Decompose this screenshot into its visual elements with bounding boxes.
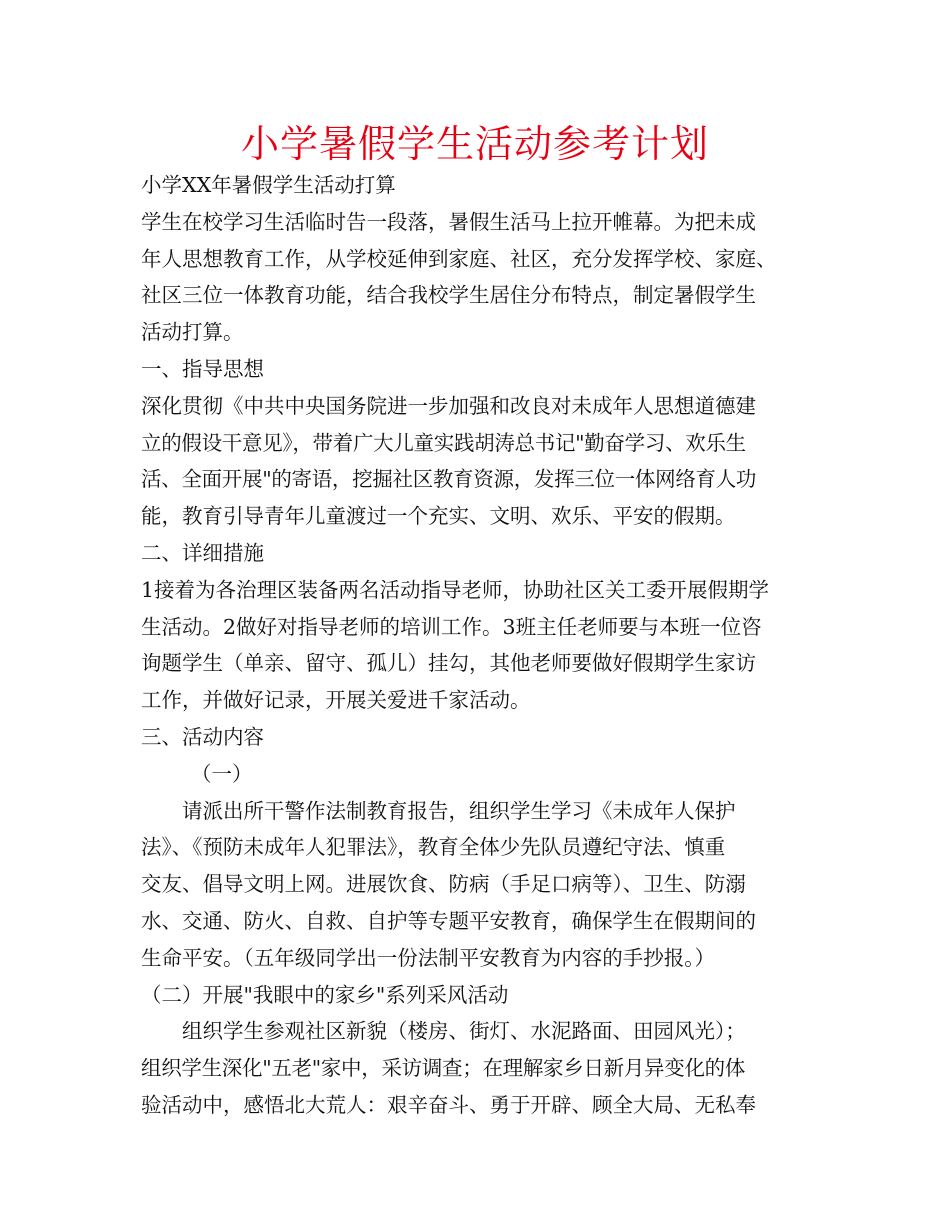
paragraph-line: 工作，并做好记录，开展关爱进千家活动。 <box>141 688 531 713</box>
paragraph-line: 水、交通、防火、自救、自护等专题平安教育，确保学生在假期间的 <box>141 908 756 933</box>
paragraph-line: 活动打算。 <box>141 320 244 345</box>
paragraph-line: 1接着为各治理区装备两名活动指导老师，协助社区关工委开展假期学 <box>141 577 770 602</box>
subsection-heading-one: （一） <box>191 761 253 786</box>
paragraph-line: 年人思想教育工作，从学校延伸到家庭、社区，充分发挥学校、家庭、 <box>141 246 777 271</box>
paragraph-line: 组织学生参观社区新貌（楼房、街灯、水泥路面、田园风光）； <box>182 1019 746 1044</box>
plan-heading: 小学XX年暑假学生活动打算 <box>141 173 396 197</box>
subsection-heading-two: （二）开展"我眼中的家乡"系列采风活动 <box>141 982 509 1007</box>
paragraph-line: 立的假设干意见》，带着广大儿童实践胡涛总书记"勤奋学习、欢乐生 <box>141 430 746 455</box>
paragraph-line: 能，教育引导青年儿童渡过一个充实、文明、欢乐、平安的假期。 <box>141 504 736 529</box>
section-heading-activities: 三、活动内容 <box>141 724 264 749</box>
paragraph-line: 深化贯彻《中共中央国务院进一步加强和改良对未成年人思想道德建 <box>141 393 756 418</box>
document-body <box>141 167 821 1124</box>
section-heading-guiding-thought: 一、指导思想 <box>141 356 264 381</box>
paragraph-line: 验活动中，感悟北大荒人：艰辛奋斗、勇于开辟、顾全大局、无私奉 <box>141 1092 756 1117</box>
paragraph-line: 法》、《预防未成年人犯罪法》，教育全体少先队员遵纪守法、慎重 <box>141 835 726 860</box>
paragraph-line: 生活动。2做好对指导老师的培训工作。3班主任老师要与本班一位咨 <box>141 614 762 639</box>
paragraph-line: 交友、倡导文明上网。进展饮食、防病（手足口病等）、卫生、防溺 <box>141 872 746 897</box>
paragraph-line: 生命平安。（五年级同学出一份法制平安教育为内容的手抄报。） <box>141 945 715 970</box>
paragraph-line: 社区三位一体教育功能，结合我校学生居住分布特点，制定暑假学生 <box>141 283 756 308</box>
paragraph-line: 学生在校学习生活临时告一段落，暑假生活马上拉开帷幕。为把未成 <box>141 209 756 234</box>
paragraph-line: 活、全面开展"的寄语，挖掘社区教育资源，发挥三位一体网络育人功 <box>141 467 757 492</box>
document-title: 小学暑假学生活动参考计划 <box>240 122 709 166</box>
paragraph-line: 请派出所干警作法制教育报告，组织学生学习《未成年人保护 <box>182 798 736 823</box>
paragraph-line: 组织学生深化"五老"家中，采访调查；在理解家乡日新月异变化的体 <box>141 1056 746 1081</box>
section-heading-measures: 二、详细措施 <box>141 540 264 565</box>
paragraph-line: 询题学生（单亲、留守、孤儿）挂勾，其他老师要做好假期学生家访 <box>141 651 756 676</box>
